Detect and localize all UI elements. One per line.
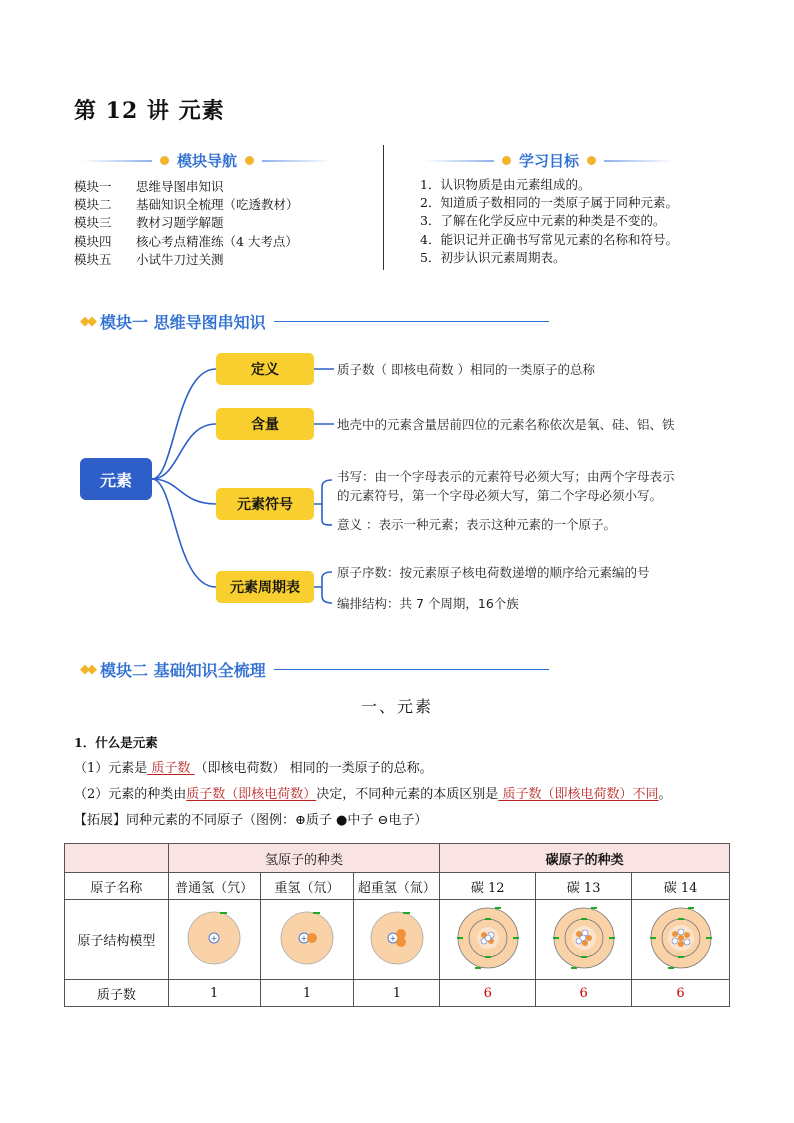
proton-count: 1	[168, 980, 260, 1007]
text-symbol-meaning: 意义 ：表示一种元素；表示这种元素的一个原子。	[337, 517, 616, 532]
nav-item[interactable]: 模块四 核心考点精准练（4 大考点）	[74, 233, 298, 249]
lesson-title: 第 12 讲 元素	[74, 98, 225, 124]
svg-text:+: +	[210, 933, 218, 943]
atom-name: 重氢（氘）	[260, 873, 354, 900]
carbon-12-atom-icon	[455, 905, 521, 971]
proton-count: 1	[260, 980, 354, 1007]
blank-answer: 质子数	[147, 761, 195, 776]
goal-item: 1．认识物质是由元素组成的。	[420, 177, 591, 192]
node-periodic-table: 元素周期表	[216, 571, 314, 603]
diamond-icon: ◆◆	[80, 662, 94, 677]
nav-item[interactable]: 模块三 教材习题学解题	[74, 215, 224, 231]
blank-answer: 质子数（即核电荷数）	[186, 787, 317, 802]
protium-atom-icon	[184, 908, 244, 968]
paragraph-2: （2）元素的种类由质子数（即核电荷数）决定，不同种元素的本质区别是 质子数（即核电荷数）不同。	[74, 787, 672, 802]
atoms-table	[64, 843, 730, 1007]
module1-heading-text: 模块一 思维导图串知识	[100, 313, 266, 332]
node-content: 含量	[216, 408, 314, 440]
svg-text:+: +	[389, 933, 397, 943]
goal-item: 2．知道质子数相同的一类原子属于同种元素。	[420, 195, 678, 211]
text-definition: 质子数（ 即核电荷数 ）相同的一类原子的总称	[337, 362, 595, 377]
tritium-atom-icon	[367, 908, 427, 968]
row-label: 原子结构模型	[65, 900, 169, 980]
atom-model-cell	[168, 900, 260, 980]
goal-item: 3．了解在化学反应中元素的种类是不变的。	[420, 213, 666, 229]
goal-item: 4．能识记并正确书写常见元素的名称和符号。	[420, 231, 678, 247]
text-atomic-number: 原子序数：按元素原子核电荷数递增的顺序给元素编的号	[337, 565, 650, 580]
node-definition: 定义	[216, 353, 314, 385]
proton-count: 6	[632, 980, 730, 1007]
goals-heading-text: 学习目标	[519, 152, 580, 170]
node-symbol: 元素符号	[216, 488, 314, 520]
atom-model-cell	[632, 900, 730, 980]
atom-model-cell	[440, 900, 536, 980]
row-label: 质子数	[65, 980, 169, 1007]
module2-heading	[80, 658, 549, 681]
legend: ⊕质子 ●中子 ⊖电子）	[295, 813, 428, 828]
text-content: 地壳中的元素含量居前四位的元素名称依次是氧、硅、铝、铁	[337, 417, 675, 432]
nav-heading-text: 模块导航	[177, 152, 238, 170]
table-row	[65, 900, 730, 980]
question-heading: 1．什么是元素	[74, 735, 158, 750]
text-symbol-write-1: 书写：由一个字母表示的元素符号必须大写；由两个字母表示	[337, 469, 675, 484]
carbon-14-atom-icon	[648, 905, 714, 971]
section-title: 一、元素	[360, 697, 433, 716]
module2-heading-text: 模块二 基础知识全梳理	[100, 661, 266, 680]
svg-text:+: +	[300, 933, 308, 943]
carbon-13-atom-icon	[551, 905, 617, 971]
blank-answer: 质子数（即核电荷数）不同	[498, 787, 659, 802]
table-header-row	[65, 844, 730, 873]
diamond-icon: ◆◆	[80, 314, 94, 329]
proton-count: 6	[440, 980, 536, 1007]
atom-name: 碳 14	[632, 873, 730, 900]
atom-model-cell	[354, 900, 440, 980]
table-row	[65, 873, 730, 900]
paragraph-1: （1）元素是 质子数 （即核电荷数） 相同的一类原子的总称。	[74, 761, 433, 776]
proton-count: 6	[536, 980, 632, 1007]
header-carbon: 碳原子的种类	[440, 844, 730, 873]
header-hydrogen: 氢原子的种类	[168, 844, 440, 873]
text-table-structure: 编排结构：共 7 个周期，16个族	[337, 596, 519, 611]
atom-model-cell	[536, 900, 632, 980]
atom-name: 普通氢（氕）	[168, 873, 260, 900]
nav-item[interactable]: 模块二 基础知识全梳理（吃透教材）	[74, 197, 299, 213]
extension-note: 【拓展】同种元素的不同原子（图例：⊕质子 ●中子 ⊖电子）	[74, 813, 428, 828]
row-label: 原子名称	[65, 873, 169, 900]
deuterium-atom-icon	[277, 908, 337, 968]
nav-item[interactable]: 模块五 小试牛刀过关测	[74, 251, 224, 267]
atom-name: 碳 13	[536, 873, 632, 900]
text-symbol-write-2: 的元素符号，第一个字母必须大写，第二个字母必须小写。	[337, 488, 663, 503]
heading-rule	[274, 669, 549, 670]
mindmap-root: 元素	[80, 458, 152, 500]
goal-item: 5．初步认识元素周期表。	[420, 249, 566, 265]
atom-name: 碳 12	[440, 873, 536, 900]
proton-count: 1	[354, 980, 440, 1007]
table-corner-cell	[65, 844, 169, 873]
nav-item[interactable]: 模块一 思维导图串知识	[74, 179, 224, 194]
atom-model-cell	[260, 900, 354, 980]
table-row	[65, 980, 730, 1007]
atom-name: 超重氢（氚）	[354, 873, 440, 900]
